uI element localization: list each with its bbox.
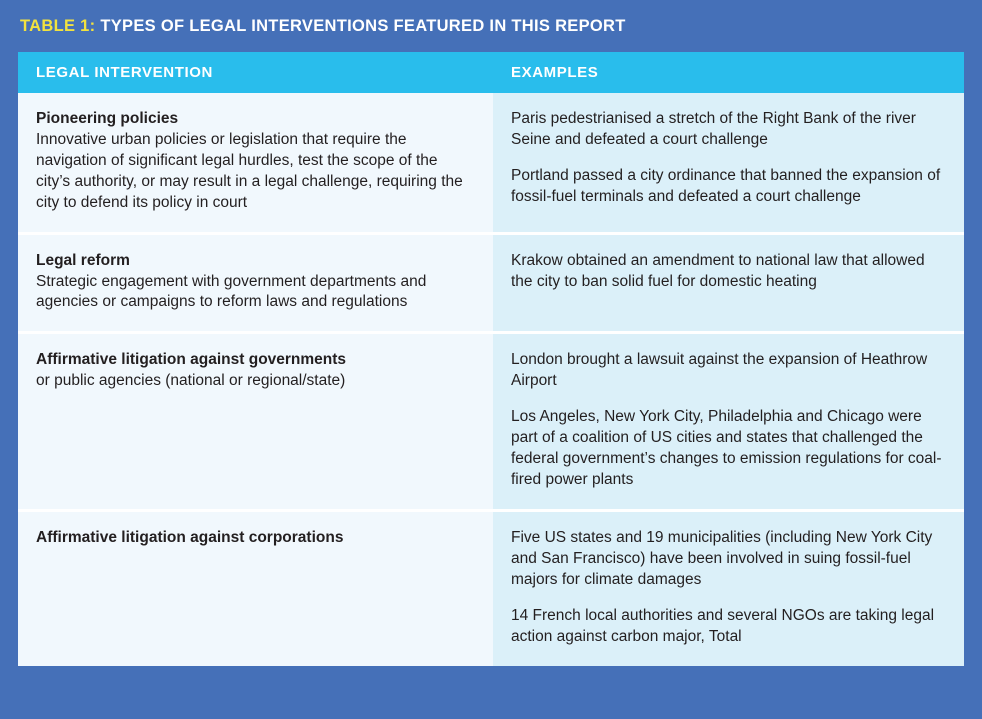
example-item: London brought a lawsuit against the expansion of Heathrow Airport [511,351,928,390]
column-header-intervention: LEGAL INTERVENTION [18,52,493,93]
table-title-main: TYPES OF LEGAL INTERVENTIONS FEATURED IN THIS REPORT [100,16,626,35]
table-row [18,233,964,333]
cell-intervention [18,93,493,233]
intervention-description: Innovative urban policies or legislation that require the navigation of significant legal hurdles, test the scope of the city’s authority, or may result in a legal challenge, requiring the city to defend its policy in court [36,130,463,211]
intervention-term: Pioneering policies [36,110,179,127]
table-header-row [18,52,964,93]
intervention-term: Legal reform [36,251,130,269]
example-item: Los Angeles, New York City, Philadelphia and Chicago were part of a coalition of US cities and states that challenged the federal government’s changes to emission regulations for coal-fired power plants [511,408,942,488]
table-row [18,510,964,665]
table-row [18,333,964,511]
cell-intervention [18,333,493,511]
example-item: Portland passed a city ordinance that banned the expansion of fossil-fuel terminals and defeated a court challenge [511,166,941,205]
intervention-description: Strategic engagement with government departments and agencies or campaigns to reform laws and regulations [36,272,427,311]
legal-interventions-table [18,52,964,666]
intervention-block [36,109,471,214]
cell-examples [493,93,964,233]
example-item: Krakow obtained an amendment to national law that allowed the city to ban solid fuel for domestic heating [511,251,925,290]
example-item: 14 French local authorities and several NGOs are taking legal action against carbon major, Total [511,606,935,645]
intervention-term: Affirmative litigation against governments [36,351,347,369]
cell-examples [493,510,964,665]
figure-title-bar [18,0,964,52]
cell-intervention [18,233,493,333]
intervention-block [36,251,471,314]
example-item: Paris pedestrianised a stretch of the Right Bank of the river Seine and defeated a court challenge [511,110,916,148]
table-row [18,93,964,233]
intervention-description: or public agencies (national or regional/state) [36,372,346,390]
intervention-block [36,350,471,392]
page-title [20,17,626,36]
cell-intervention [18,510,493,665]
table-number-label: TABLE 1: [20,16,96,35]
intervention-term: Affirmative litigation against corporations [36,528,344,546]
cell-examples [493,333,964,511]
example-item: Five US states and 19 municipalities (including New York City and San Francisco) have been involved in suing fossil-fuel majors for climate damages [511,528,933,588]
cell-examples [493,233,964,333]
intervention-block [36,528,471,549]
column-header-examples: EXAMPLES [493,52,964,93]
